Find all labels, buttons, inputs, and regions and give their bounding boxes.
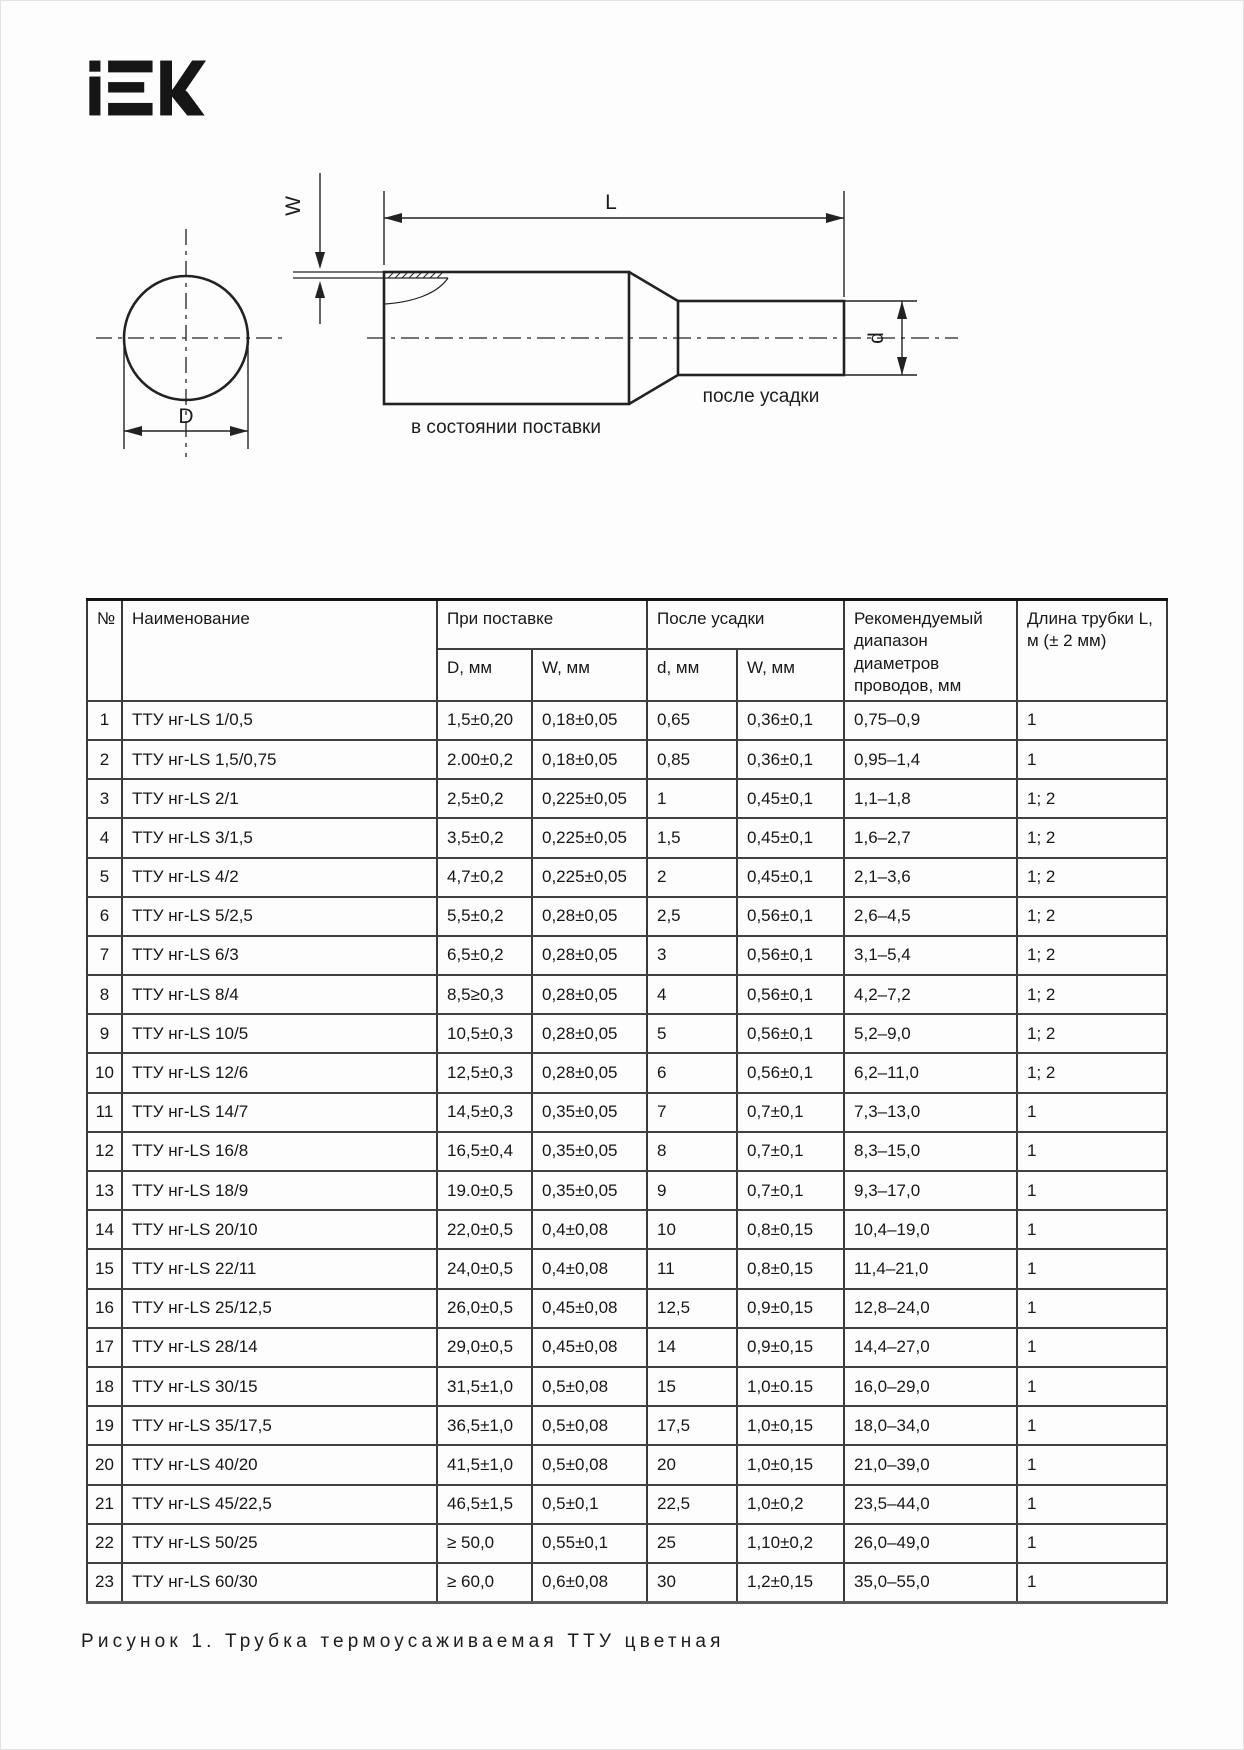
table-cell: 0,225±0,05 (532, 858, 647, 897)
table-row (87, 1053, 1167, 1092)
table-cell: 0,35±0,05 (532, 1093, 647, 1132)
table-row (87, 1132, 1167, 1171)
label-W: W (282, 196, 305, 216)
table-cell: 1 (1017, 1328, 1167, 1367)
table-cell: 0,28±0,05 (532, 897, 647, 936)
table-cell: 1 (1017, 1093, 1167, 1132)
table-cell: 26,0–49,0 (844, 1524, 1017, 1563)
table-cell: 3 (647, 936, 737, 975)
table-cell: 10,4–19,0 (844, 1210, 1017, 1249)
table-row (87, 1171, 1167, 1210)
table-cell: 0,28±0,05 (532, 1014, 647, 1053)
table-cell: 15 (87, 1249, 122, 1288)
table-cell: 0,95–1,4 (844, 740, 1017, 779)
spec-table-header (87, 600, 1167, 701)
table-cell: 20 (87, 1445, 122, 1484)
table-cell: 1,10±0,2 (737, 1524, 844, 1563)
table-cell: 1 (1017, 1367, 1167, 1406)
table-cell: 0,45±0,08 (532, 1289, 647, 1328)
table-row (87, 779, 1167, 818)
table-cell: 1,5±0,20 (437, 701, 532, 740)
table-cell: ТТУ нг-LS 60/30 (122, 1563, 437, 1603)
table-cell: 12,8–24,0 (844, 1289, 1017, 1328)
figure-caption: Рисунок 1. Трубка термоусаживаемая ТТУ цветная (81, 1631, 725, 1652)
table-cell: 0,45±0,1 (737, 779, 844, 818)
table-cell: 1,2±0,15 (737, 1563, 844, 1603)
table-row (87, 1445, 1167, 1484)
table-cell: 0,56±0,1 (737, 897, 844, 936)
table-cell: 6 (647, 1053, 737, 1092)
table-cell: 8 (87, 975, 122, 1014)
table-cell: 22 (87, 1524, 122, 1563)
table-cell: 5 (647, 1014, 737, 1053)
table-row (87, 818, 1167, 857)
table-cell: ТТУ нг-LS 6/3 (122, 936, 437, 975)
header-D-mm: D, мм (437, 649, 532, 700)
header-group-shrink: После усадки (647, 600, 844, 650)
table-cell: 14 (647, 1328, 737, 1367)
table-row (87, 1485, 1167, 1524)
table-row (87, 936, 1167, 975)
table-cell: 2,1–3,6 (844, 858, 1017, 897)
label-after-shrink: после усадки (702, 386, 820, 407)
table-cell: ТТУ нг-LS 8/4 (122, 975, 437, 1014)
table-cell: 8 (647, 1132, 737, 1171)
table-cell: 13 (87, 1171, 122, 1210)
table-cell: 20 (647, 1445, 737, 1484)
table-cell: 8,5≥0,3 (437, 975, 532, 1014)
table-cell: 9 (87, 1014, 122, 1053)
table-cell: 1,0±0.15 (737, 1367, 844, 1406)
table-cell: 0,9±0,15 (737, 1328, 844, 1367)
table-row (87, 1328, 1167, 1367)
table-cell: 1,0±0,2 (737, 1485, 844, 1524)
table-row (87, 1289, 1167, 1328)
table-cell: 6 (87, 897, 122, 936)
table-cell: 21,0–39,0 (844, 1445, 1017, 1484)
label-L: L (605, 191, 617, 214)
table-cell: 1 (1017, 1249, 1167, 1288)
table-cell: 8,3–15,0 (844, 1132, 1017, 1171)
table-cell: ТТУ нг-LS 12/6 (122, 1053, 437, 1092)
table-cell: 2,5 (647, 897, 737, 936)
table-cell: 0,4±0,08 (532, 1210, 647, 1249)
table-cell: 17 (87, 1328, 122, 1367)
table-cell: 12 (87, 1132, 122, 1171)
table-cell: 1,1–1,8 (844, 779, 1017, 818)
table-cell: 0,5±0,08 (532, 1367, 647, 1406)
table-cell: 0,18±0,05 (532, 701, 647, 740)
table-cell: ТТУ нг-LS 5/2,5 (122, 897, 437, 936)
table-cell: 30 (647, 1563, 737, 1603)
table-cell: ТТУ нг-LS 10/5 (122, 1014, 437, 1053)
table-cell: 15 (647, 1367, 737, 1406)
table-cell: 0,7±0,1 (737, 1132, 844, 1171)
table-cell: 31,5±1,0 (437, 1367, 532, 1406)
table-cell: 1; 2 (1017, 779, 1167, 818)
technical-diagram (1, 1, 1244, 521)
table-cell: 41,5±1,0 (437, 1445, 532, 1484)
header-num: № (87, 600, 122, 701)
table-cell: 1 (1017, 1171, 1167, 1210)
table-cell: 12,5±0,3 (437, 1053, 532, 1092)
table-cell: 1 (1017, 1132, 1167, 1171)
table-cell: 12,5 (647, 1289, 737, 1328)
table-cell: 1 (647, 779, 737, 818)
table-cell: 0,7±0,1 (737, 1093, 844, 1132)
table-cell: 1; 2 (1017, 936, 1167, 975)
table-cell: 19 (87, 1406, 122, 1445)
table-cell: 29,0±0,5 (437, 1328, 532, 1367)
table-cell: 46,5±1,5 (437, 1485, 532, 1524)
table-cell: 7 (87, 936, 122, 975)
table-row (87, 1210, 1167, 1249)
table-cell: ТТУ нг-LS 30/15 (122, 1367, 437, 1406)
table-cell: 2 (87, 740, 122, 779)
table-cell: 0,28±0,05 (532, 975, 647, 1014)
table-cell: 6,5±0,2 (437, 936, 532, 975)
table-cell: 4,2–7,2 (844, 975, 1017, 1014)
table-cell: 2,5±0,2 (437, 779, 532, 818)
table-cell: ТТУ нг-LS 35/17,5 (122, 1406, 437, 1445)
header-range: Рекомендуемый диапазон диаметров проводов, мм (844, 600, 1017, 701)
header-W1-mm: W, мм (532, 649, 647, 700)
table-cell: 1 (1017, 1563, 1167, 1603)
table-cell: ТТУ нг-LS 2/1 (122, 779, 437, 818)
table-cell: 0,56±0,1 (737, 936, 844, 975)
table-cell: 0,45±0,08 (532, 1328, 647, 1367)
table-cell: 0,65 (647, 701, 737, 740)
table-cell: 0,18±0,05 (532, 740, 647, 779)
table-cell: 0,45±0,1 (737, 858, 844, 897)
table-cell: 1,6–2,7 (844, 818, 1017, 857)
header-d-mm: d, мм (647, 649, 737, 700)
table-cell: ТТУ нг-LS 4/2 (122, 858, 437, 897)
label-D: D (178, 405, 194, 428)
table-row (87, 701, 1167, 740)
table-cell: 1 (1017, 1524, 1167, 1563)
table-cell: 1 (1017, 1289, 1167, 1328)
table-cell: 0,9±0,15 (737, 1289, 844, 1328)
table-cell: 1; 2 (1017, 818, 1167, 857)
table-cell: 16,5±0,4 (437, 1132, 532, 1171)
table-row (87, 1367, 1167, 1406)
table-cell: 7,3–13,0 (844, 1093, 1017, 1132)
table-cell: 0,8±0,15 (737, 1249, 844, 1288)
table-cell: ТТУ нг-LS 50/25 (122, 1524, 437, 1563)
table-cell: 0,56±0,1 (737, 1053, 844, 1092)
table-cell: 19.0±0,5 (437, 1171, 532, 1210)
table-cell: ТТУ нг-LS 18/9 (122, 1171, 437, 1210)
table-cell: 35,0–55,0 (844, 1563, 1017, 1603)
header-group-delivery: При поставке (437, 600, 647, 650)
table-cell: 3,1–5,4 (844, 936, 1017, 975)
table-cell: ТТУ нг-LS 45/22,5 (122, 1485, 437, 1524)
table-cell: ТТУ нг-LS 1,5/0,75 (122, 740, 437, 779)
table-cell: 1 (1017, 1485, 1167, 1524)
table-cell: 11 (647, 1249, 737, 1288)
table-cell: 9,3–17,0 (844, 1171, 1017, 1210)
table-cell: 0,75–0,9 (844, 701, 1017, 740)
table-cell: 0,36±0,1 (737, 740, 844, 779)
table-row (87, 1406, 1167, 1445)
table-cell: 1; 2 (1017, 858, 1167, 897)
header-length: Длина трубки L, м (± 2 мм) (1017, 600, 1167, 701)
table-cell: 6,2–11,0 (844, 1053, 1017, 1092)
table-cell: 1; 2 (1017, 1014, 1167, 1053)
table-cell: ТТУ нг-LS 28/14 (122, 1328, 437, 1367)
table-row (87, 858, 1167, 897)
table-cell: ≥ 50,0 (437, 1524, 532, 1563)
table-cell: 1 (1017, 1210, 1167, 1249)
table-cell: 17,5 (647, 1406, 737, 1445)
table-cell: 10,5±0,3 (437, 1014, 532, 1053)
table-cell: 1; 2 (1017, 1053, 1167, 1092)
header-W2-mm: W, мм (737, 649, 844, 700)
table-cell: 22,0±0,5 (437, 1210, 532, 1249)
table-cell: 0,7±0,1 (737, 1171, 844, 1210)
table-cell: ТТУ нг-LS 40/20 (122, 1445, 437, 1484)
table-cell: 1 (1017, 1406, 1167, 1445)
label-d: d (865, 332, 888, 344)
table-cell: 1 (1017, 1445, 1167, 1484)
table-cell: 5,5±0,2 (437, 897, 532, 936)
table-row (87, 1524, 1167, 1563)
table-cell: 4 (647, 975, 737, 1014)
table-cell: 14 (87, 1210, 122, 1249)
table-cell: 2,6–4,5 (844, 897, 1017, 936)
table-cell: ТТУ нг-LS 20/10 (122, 1210, 437, 1249)
table-cell: 11,4–21,0 (844, 1249, 1017, 1288)
table-cell: 4 (87, 818, 122, 857)
table-cell: 26,0±0,5 (437, 1289, 532, 1328)
table-cell: 0,56±0,1 (737, 975, 844, 1014)
table-cell: 9 (647, 1171, 737, 1210)
table-cell: 1,0±0,15 (737, 1445, 844, 1484)
table-cell: 16,0–29,0 (844, 1367, 1017, 1406)
table-row (87, 975, 1167, 1014)
table-cell: 0,45±0,1 (737, 818, 844, 857)
table-row (87, 1093, 1167, 1132)
table-cell: 0,8±0,15 (737, 1210, 844, 1249)
table-cell: 0,35±0,05 (532, 1132, 647, 1171)
table-cell: 1 (1017, 740, 1167, 779)
table-cell: 0,85 (647, 740, 737, 779)
table-cell: 1 (87, 701, 122, 740)
table-cell: 0,28±0,05 (532, 936, 647, 975)
table-row (87, 1249, 1167, 1288)
table-cell: 14,5±0,3 (437, 1093, 532, 1132)
table-row (87, 1563, 1167, 1603)
spec-table (86, 598, 1168, 1604)
table-cell: 0,5±0,08 (532, 1445, 647, 1484)
table-cell: 23,5–44,0 (844, 1485, 1017, 1524)
table-cell: 11 (87, 1093, 122, 1132)
table-cell: 0,225±0,05 (532, 818, 647, 857)
table-row (87, 740, 1167, 779)
table-cell: 5,2–9,0 (844, 1014, 1017, 1053)
table-cell: 36,5±1,0 (437, 1406, 532, 1445)
table-cell: ТТУ нг-LS 16/8 (122, 1132, 437, 1171)
table-cell: ТТУ нг-LS 3/1,5 (122, 818, 437, 857)
table-cell: 0,28±0,05 (532, 1053, 647, 1092)
table-cell: 0,5±0,1 (532, 1485, 647, 1524)
table-cell: ≥ 60,0 (437, 1563, 532, 1603)
table-cell: 14,4–27,0 (844, 1328, 1017, 1367)
table-cell: 22,5 (647, 1485, 737, 1524)
table-cell: 0,35±0,05 (532, 1171, 647, 1210)
table-cell: 0,55±0,1 (532, 1524, 647, 1563)
table-cell: 16 (87, 1289, 122, 1328)
table-cell: 18 (87, 1367, 122, 1406)
table-cell: ТТУ нг-LS 22/11 (122, 1249, 437, 1288)
table-cell: 1,0±0,15 (737, 1406, 844, 1445)
table-cell: 0,4±0,08 (532, 1249, 647, 1288)
table-cell: 10 (87, 1053, 122, 1092)
table-row (87, 897, 1167, 936)
table-cell: 25 (647, 1524, 737, 1563)
table-cell: 1; 2 (1017, 975, 1167, 1014)
table-cell: 4,7±0,2 (437, 858, 532, 897)
table-cell: 0,6±0,08 (532, 1563, 647, 1603)
table-cell: 1,5 (647, 818, 737, 857)
header-name: Наименование (122, 600, 437, 701)
label-delivered-state: в состоянии поставки (411, 417, 601, 438)
table-cell: 2.00±0,2 (437, 740, 532, 779)
table-cell: 2 (647, 858, 737, 897)
spec-table-body (87, 701, 1167, 1603)
table-cell: 5 (87, 858, 122, 897)
table-cell: ТТУ нг-LS 14/7 (122, 1093, 437, 1132)
table-cell: 3 (87, 779, 122, 818)
table-cell: 24,0±0,5 (437, 1249, 532, 1288)
table-cell: 7 (647, 1093, 737, 1132)
table-cell: 21 (87, 1485, 122, 1524)
table-cell: 10 (647, 1210, 737, 1249)
dimension-W (315, 173, 325, 324)
table-cell: 18,0–34,0 (844, 1406, 1017, 1445)
table-cell: 23 (87, 1563, 122, 1603)
table-cell: 0,225±0,05 (532, 779, 647, 818)
table-cell: ТТУ нг-LS 1/0,5 (122, 701, 437, 740)
table-cell: 0,56±0,1 (737, 1014, 844, 1053)
table-cell: 3,5±0,2 (437, 818, 532, 857)
table-cell: 0,5±0,08 (532, 1406, 647, 1445)
table-cell: 1; 2 (1017, 897, 1167, 936)
table-cell: 0,36±0,1 (737, 701, 844, 740)
table-row (87, 1014, 1167, 1053)
table-cell: ТТУ нг-LS 25/12,5 (122, 1289, 437, 1328)
table-cell: 1 (1017, 701, 1167, 740)
